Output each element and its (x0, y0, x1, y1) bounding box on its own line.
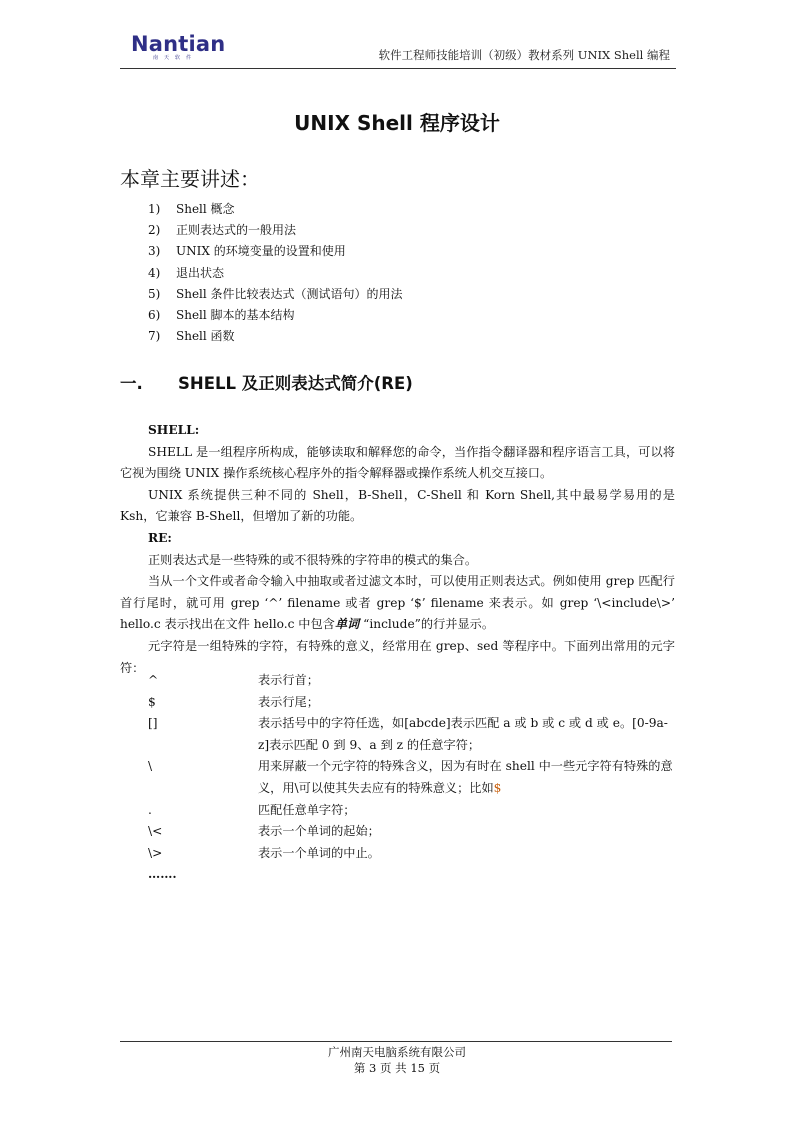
metachar-symbol: \ (148, 759, 153, 774)
metachar-row (148, 713, 676, 756)
dollar-example: $ (493, 780, 502, 795)
summary-item-number: 3) (148, 244, 161, 259)
emphasized-word: 单词 (334, 617, 360, 632)
section-title: SHELL 及正则表达式简介(RE) (178, 374, 413, 393)
summary-item (148, 284, 403, 305)
summary-item (148, 220, 403, 241)
re-label: RE: (148, 530, 172, 545)
metachar-symbol: [] (148, 716, 158, 731)
metachar-description: 匹配任意单字符； (258, 802, 356, 817)
metachar-description: 表示行首； (258, 673, 319, 687)
summary-item-text: 正则表达式的一般用法 (176, 223, 297, 238)
re-paragraph-2-tail: “include”的行并显示。 (359, 617, 495, 632)
summary-item (148, 305, 403, 326)
body-text (120, 420, 675, 679)
chapter-summary-list (148, 199, 403, 347)
metachar-description: 表示括号中的字符任选，如[abcde]表示匹配 a 或 b 或 c 或 d 或 e。[0-9a-z]表示匹配 0 到 9、a 到 z 的任意字符； (258, 716, 668, 752)
header-divider (120, 68, 676, 69)
re-paragraph-3: 元字符是一组特殊的字符，有特殊的意义，经常用在 grep、sed 等程序中。下面列出常用的元字符： (120, 638, 675, 675)
metachar-description (258, 756, 676, 799)
metachar-row (148, 756, 676, 799)
summary-item-text: Shell 条件比较表达式（测试语句）的用法 (176, 286, 403, 301)
summary-item-number: 2) (148, 223, 161, 238)
metachar-description: 表示行尾； (258, 694, 319, 709)
document-title: UNIX Shell 程序设计 (294, 111, 500, 135)
summary-item-number: 4) (148, 265, 161, 280)
running-header: 软件工程师技能培训（初级）教材系列 UNIX Shell 编程 (378, 48, 670, 62)
summary-item (148, 326, 403, 347)
metachar-symbol: \< (148, 824, 163, 839)
metachar-description: 表示一个单词的中止。 (258, 845, 380, 860)
shell-label: SHELL: (148, 423, 200, 437)
summary-item-number: 7) (148, 329, 161, 344)
metachar-description: 表示一个单词的起始； (258, 824, 380, 839)
section-number: 一. (120, 374, 143, 393)
re-paragraph-2-text: 当从一个文件或者命令输入中抽取或者过滤文本时，可以使用正则表达式。例如使用 grep 匹配行首行尾时，就可用 grep ‘^’ filename 或者 grep ‘$’ filename 来表示。如 grep ‘\<include\>’ hello.c 表示找出在文件 hello.c 中包含 (120, 574, 675, 632)
logo-text: Nantian (131, 32, 226, 56)
metacharacter-list (148, 670, 676, 886)
chapter-summary-heading: 本章主要讲述： (120, 167, 260, 191)
metachar-symbol: $ (148, 694, 156, 709)
summary-item-number: 1) (148, 202, 161, 216)
summary-item-number: 6) (148, 308, 161, 323)
summary-item-text: Shell 函数 (176, 329, 235, 344)
summary-item (148, 263, 403, 284)
ellipsis: ……. (148, 867, 177, 882)
summary-item-text: Shell 概念 (176, 202, 235, 216)
logo-subtext: 南天软件 (153, 55, 198, 61)
shell-paragraph-1: SHELL 是一组程序所构成，能够读取和解释您的命令，当作指令翻译器和程序语言工具，可以将它视为围绕 UNIX 操作系统核心程序外的指令解释器或操作系统人机交互接口。 (120, 444, 675, 481)
metachar-row (148, 821, 676, 843)
metachar-row (148, 670, 676, 692)
shell-paragraph-2: UNIX 系统提供三种不同的 Shell，B-Shell，C-Shell 和 Korn Shell,其中最易学易用的是 Ksh，它兼容 B-Shell，但增加了新的功能。 (120, 487, 675, 524)
metachar-row (148, 692, 676, 714)
metachar-description-text: 用来屏蔽一个元字符的特殊含义，因为有时在 shell 中一些元字符有特殊的意义，用\可以使其失去应有的特殊意义；比如 (258, 759, 673, 795)
re-paragraph-1: 正则表达式是一些特殊的或不很特殊的字符串的模式的集合。 (148, 552, 478, 567)
summary-item (148, 241, 403, 262)
metachar-symbol: ^ (148, 673, 159, 687)
nantian-logo (131, 32, 226, 65)
re-paragraph-2 (120, 571, 675, 636)
page-number: 第 3 页 共 15 页 (353, 1061, 441, 1075)
section-heading (120, 370, 413, 394)
summary-item-text: UNIX 的环境变量的设置和使用 (176, 244, 346, 259)
metachar-symbol: \> (148, 845, 163, 860)
footer-divider (120, 1041, 672, 1042)
summary-item-text: 退出状态 (176, 265, 225, 280)
summary-item-number: 5) (148, 286, 161, 301)
metachar-row (148, 843, 676, 865)
footer-company: 广州南天电脑系统有限公司 (328, 1045, 466, 1059)
metachar-symbol: . (148, 802, 152, 817)
summary-item-text: Shell 脚本的基本结构 (176, 308, 295, 323)
metachar-row (148, 800, 676, 822)
summary-item (148, 199, 403, 220)
